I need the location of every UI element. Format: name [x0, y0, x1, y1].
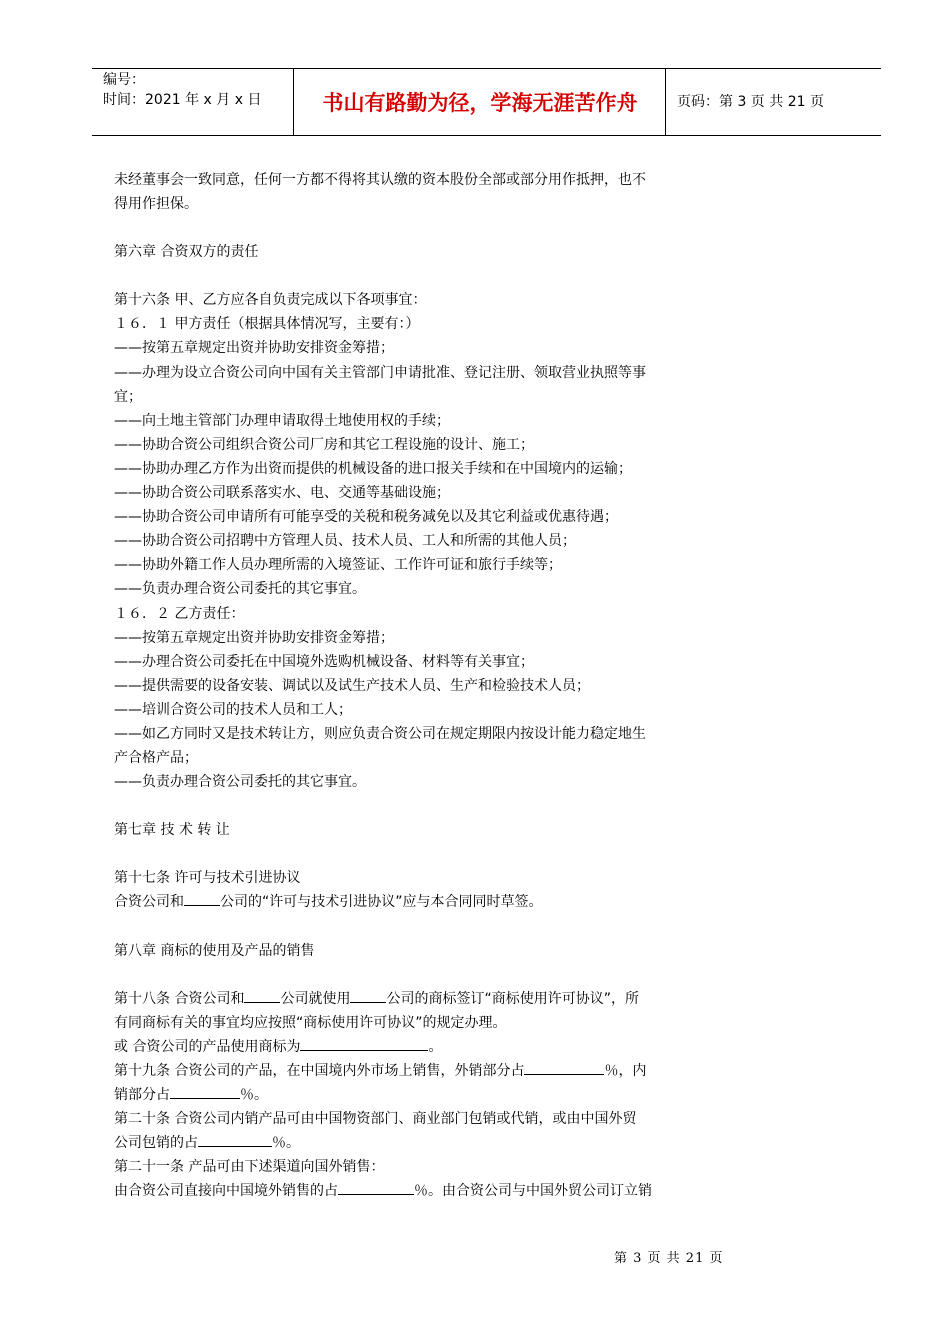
- article-line: 第二十条 合资公司内销产品可由中国物资部门、商业部门包销或代销，或由中国外贸: [114, 1111, 637, 1128]
- blank-field: [244, 987, 280, 1003]
- list-item: 产合格产品；: [114, 750, 198, 767]
- header-bottom-rule: [92, 135, 881, 136]
- article-line: 第十七条 许可与技术引进协议: [114, 870, 301, 887]
- header-divider-right: [665, 68, 666, 136]
- blank-field: [300, 1035, 428, 1051]
- list-item: ——协助合资公司联系落实水、电、交通等基础设施；: [114, 485, 450, 502]
- paragraph-line: 未经董事会一致同意，任何一方都不得将其认缴的资本股份全部或部分用作抵押，也不: [114, 172, 646, 188]
- chapter-heading: 第六章 合资双方的责任: [114, 244, 259, 261]
- article-line: 合资公司和 公司的“许可与技术引进协议”应与本合同同时草签。: [114, 890, 724, 914]
- article-line: 销部分占 ％。: [114, 1083, 724, 1107]
- article-line: 或 合资公司的产品使用商标为 。: [114, 1035, 724, 1059]
- list-item: ——协助外籍工作人员办理所需的入境签证、工作许可证和旅行手续等；: [114, 557, 562, 574]
- chapter-heading: 第八章 商标的使用及产品的销售: [114, 942, 315, 959]
- blank-field: [524, 1059, 604, 1075]
- list-item: ——办理为设立合资公司向中国有关主管部门申请批准、登记注册、领取营业执照等事: [114, 364, 646, 381]
- list-item: ——协助合资公司申请所有可能享受的关税和税务减免以及其它利益或优惠待遇；: [114, 509, 618, 526]
- blank-field: [338, 1179, 414, 1195]
- page-footer: 第 3 页 共 21 页: [614, 1251, 724, 1266]
- list-item: ——培训合资公司的技术人员和工人；: [114, 701, 352, 718]
- header-page-label: 页码：第 3 页 共 21 页: [677, 94, 824, 110]
- list-item: ——负责办理合资公司委托的其它事宜。: [114, 774, 366, 791]
- article-line: 第十八条 合资公司和 公司就使用 公司的商标签订“商标使用许可协议”，所: [114, 987, 724, 1011]
- list-item: ——按第五章规定出资并协助安排资金筹措；: [114, 340, 394, 357]
- chapter-heading: 第七章 技 术 转 让: [114, 822, 230, 839]
- list-item: 宜；: [114, 388, 142, 405]
- list-item: ——办理合资公司委托在中国境外选购机械设备、材料等有关事宜；: [114, 653, 534, 670]
- list-item: ——协助办理乙方作为出资而提供的机械设备的进口报关手续和在中国境内的运输；: [114, 460, 632, 477]
- blank-field: [198, 1131, 272, 1147]
- list-item: ——提供需要的设备安装、调试以及试生产技术人员、生产和检验技术人员；: [114, 677, 590, 694]
- blank-field: [350, 987, 386, 1003]
- article-line: １６．２ 乙方责任：: [114, 605, 245, 622]
- article-line: 有同商标有关的事宜均应按照“商标使用许可协议”的规定办理。: [114, 1014, 507, 1031]
- document-body: [114, 168, 724, 1203]
- article-line: 第十九条 合资公司的产品，在中国境内外市场上销售，外销部分占 ％，内: [114, 1059, 724, 1083]
- article-line: １６．１ 甲方责任（根据具体情况写，主要有：）: [114, 316, 420, 333]
- blank-field: [170, 1083, 240, 1099]
- serial-label: 编号：: [103, 72, 145, 88]
- article-line: 第二十一条 产品可由下述渠道向国外销售：: [114, 1159, 385, 1176]
- header-top-rule: [92, 68, 881, 69]
- header-meta: [103, 70, 261, 110]
- list-item: ——向土地主管部门办理申请取得土地使用权的手续；: [114, 412, 450, 429]
- list-item: ——负责办理合资公司委托的其它事宜。: [114, 581, 366, 598]
- blank-field: [184, 890, 220, 906]
- article-line: 公司包销的占 ％。: [114, 1131, 724, 1155]
- paragraph-line: 得用作担保。: [114, 196, 198, 213]
- time-label: 时间：2021 年 x 月 x 日: [103, 92, 262, 108]
- list-item: ——协助合资公司组织合资公司厂房和其它工程设施的设计、施工；: [114, 436, 534, 453]
- article-line: 第十六条 甲、乙方应各自负责完成以下各项事宜：: [114, 292, 427, 309]
- header-motto: 书山有路勤为径，学海无涯苦作舟: [322, 90, 638, 115]
- list-item: ——如乙方同时又是技术转让方，则应负责合资公司在规定期限内按设计能力稳定地生: [114, 725, 646, 742]
- header-divider-left: [293, 68, 294, 136]
- list-item: ——按第五章规定出资并协助安排资金筹措；: [114, 629, 394, 646]
- list-item: ——协助合资公司招聘中方管理人员、技术人员、工人和所需的其他人员；: [114, 533, 576, 550]
- article-line: 由合资公司直接向中国境外销售的占 ％。由合资公司与中国外贸公司订立销: [114, 1179, 724, 1203]
